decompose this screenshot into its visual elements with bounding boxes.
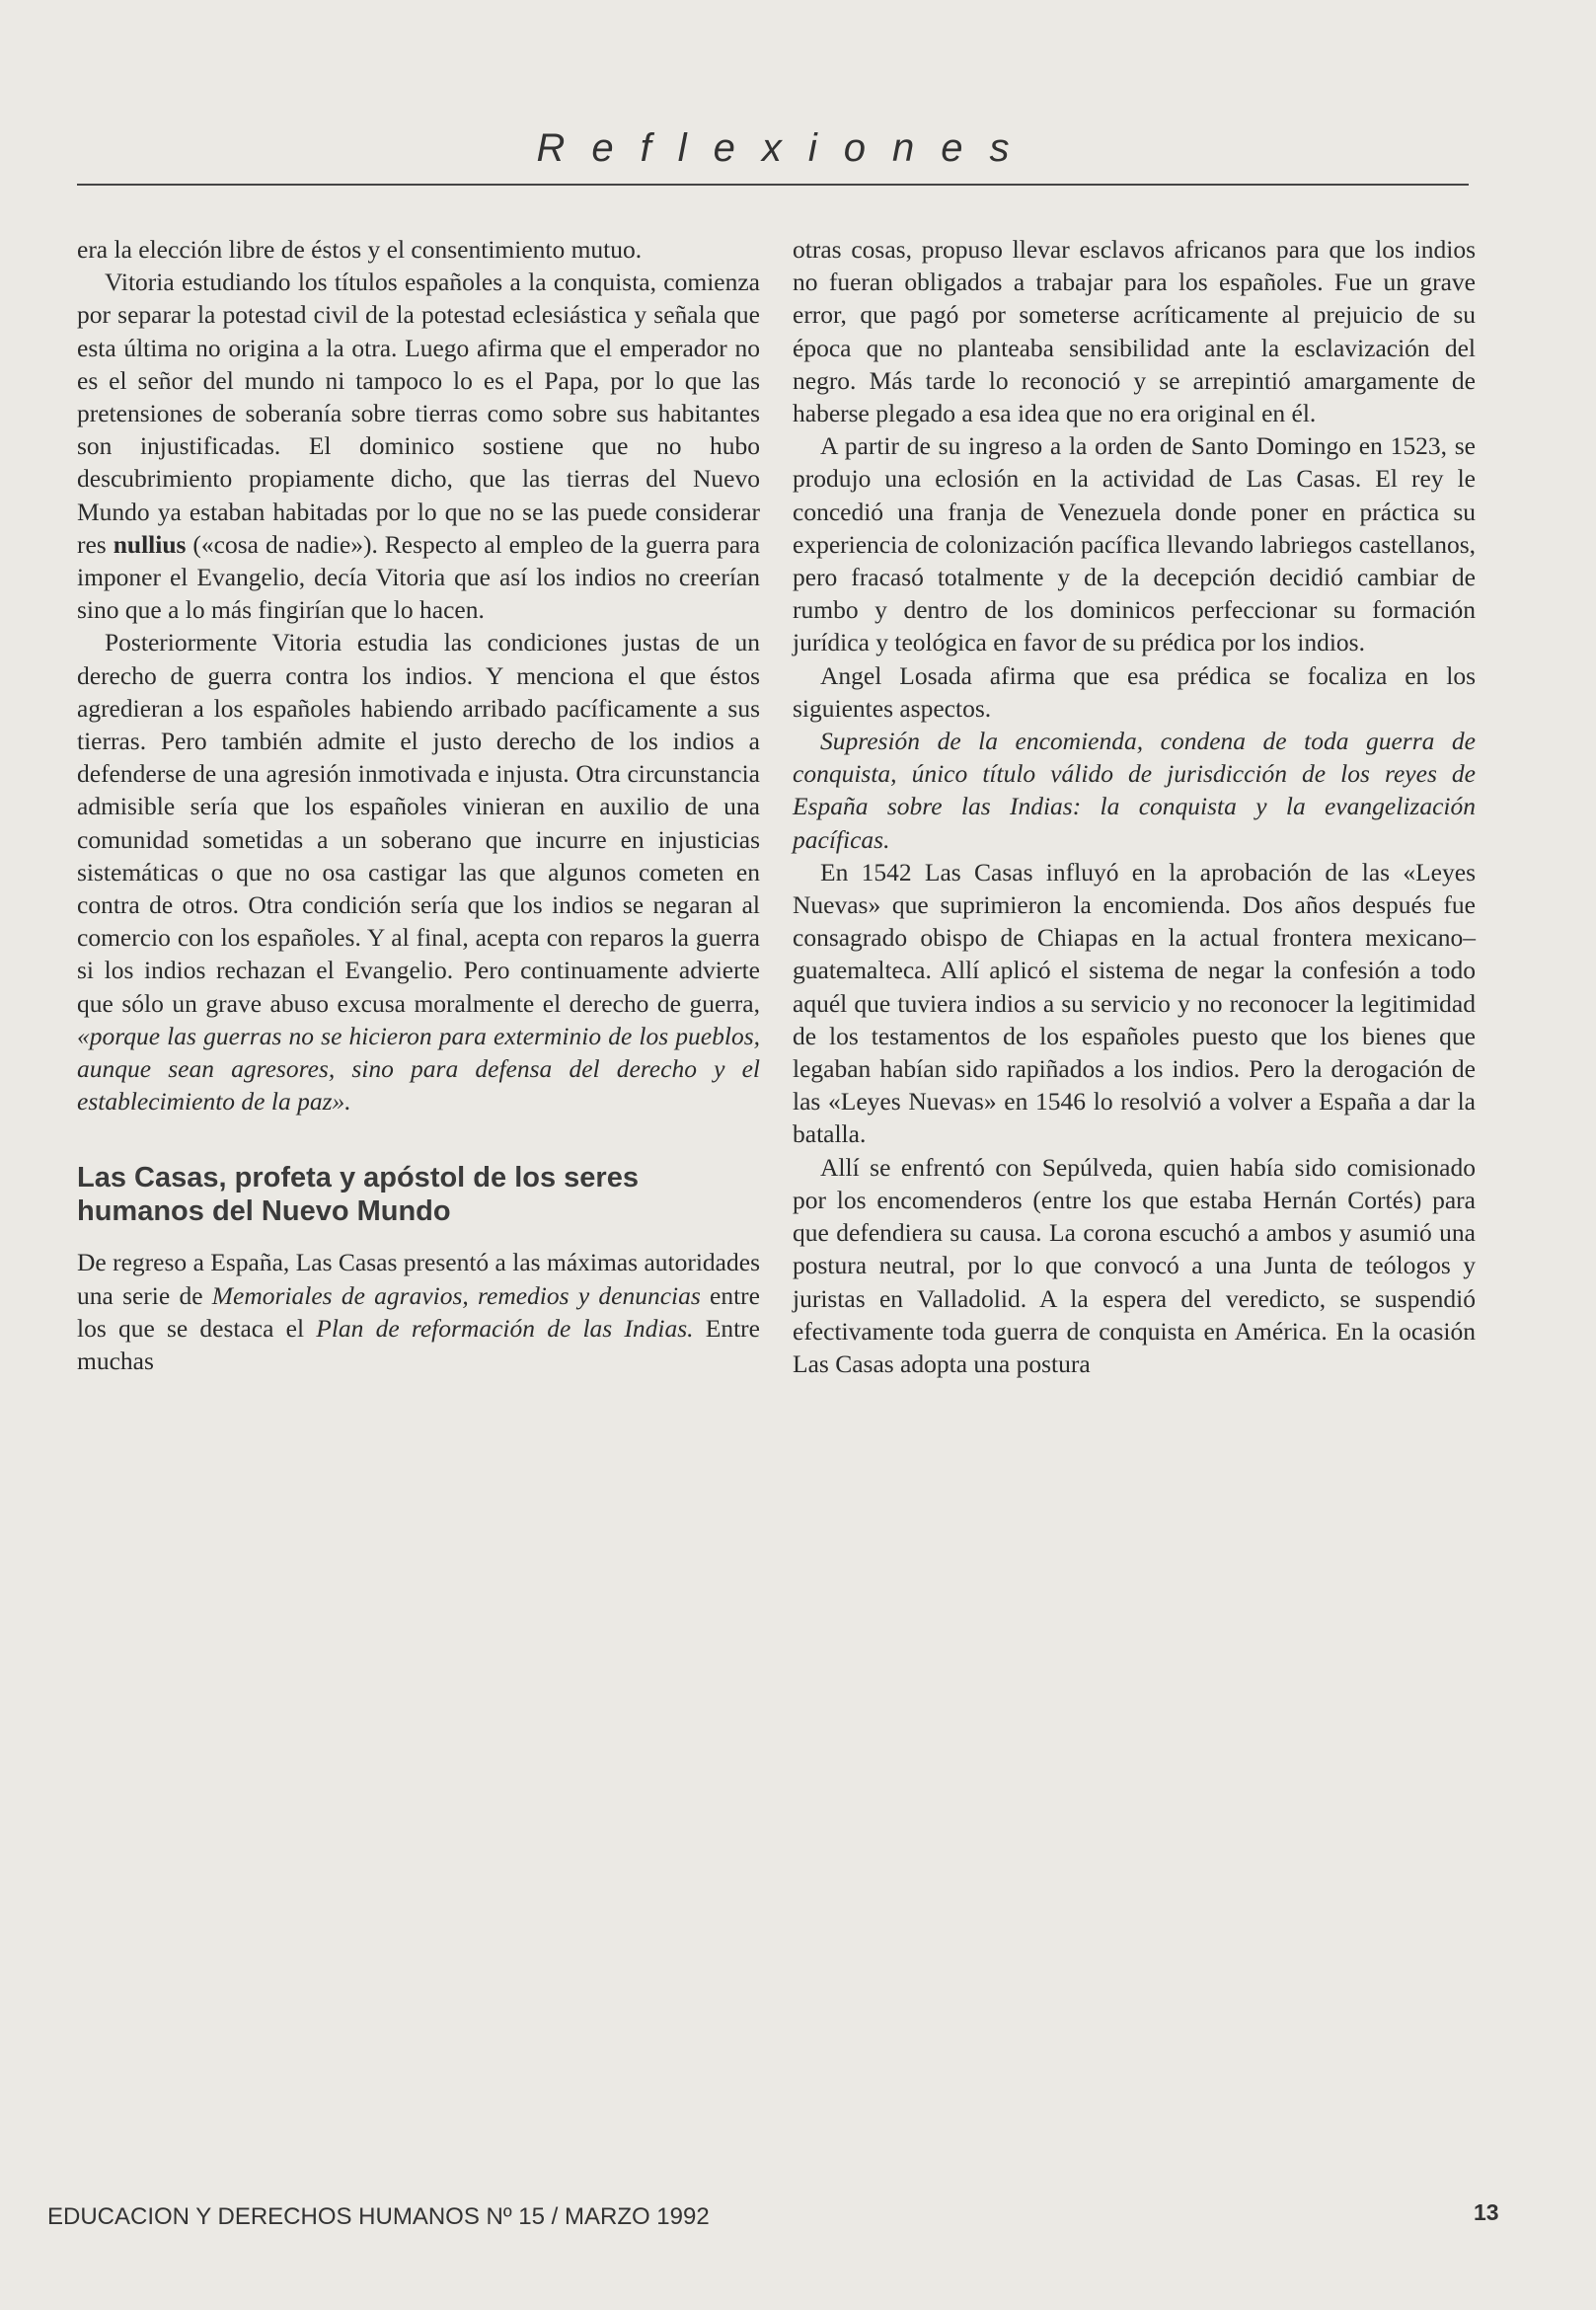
paragraph [77, 626, 760, 1117]
section-title: Reflexiones [536, 126, 1036, 170]
right-column [793, 233, 1476, 1380]
paragraph-text: Entre muchas [77, 1313, 760, 1376]
page-number: 13 [1474, 2199, 1499, 2225]
paragraph: En 1542 Las Casas influyó en la aprobación de las «Leyes Nuevas» que suprimieron la encomienda. Dos años después fue consagrado obispo de Chiapas en la actual frontera mexicano–guatemalteca. Allí aplicó el sistema de negar la confesión a todo aquél que tuviera indios a su servicio y no reconocer la legitimidad de los testamentos de los españoles puesto que los bienes que legaban habían sido rapiñados a los indios. Pero la derogación de las «Leyes Nuevas» en 1546 lo resolvió a volver a España a dar la batalla. [793, 857, 1476, 1149]
paragraph-text: («cosa de nadie»). Respecto al empleo de la guerra para imponer el Evangelio, decía Vitoria que así los indios no creerían sino que a lo más fingirían que lo hacen. [77, 529, 761, 625]
latin-term: nullius [113, 529, 187, 559]
quote: «porque las guerras no se hicieron para exterminio de los pueblos, aunque sean agresores, sino para defensa del derecho y el establecimiento de la paz». [77, 1021, 760, 1116]
paragraph: A partir de su ingreso a la orden de Santo Domingo en 1523, se produjo una eclosión en la actividad de Las Casas. El rey le concedió una franja de Venezuela donde poner en práctica su experiencia de colonización pacífica llevando labriegos castellanos, pero fracasó totalmente y de la decepción decidió cambiar de rumbo y dentro de los dominicos perfeccionar su formación jurídica y teológica en favor de su prédica por los indios. [793, 431, 1476, 657]
paragraph [77, 1246, 760, 1377]
paragraph-text: entre los que se destaca el [77, 1280, 760, 1343]
paragraph: Allí se enfrentó con Sepúlveda, quien había sido comisionado por los encomenderos (entre los que estaba Hernán Cortés) para que defendiera su causa. La corona escuchó a ambos y asumió una postura neutral, por lo que convocó a una Junta de teólogos y juristas en Valladolid. A la espera del veredicto, se suspendió efectivamente toda guerra de conquista en América. En la ocasión Las Casas adopta una postura [793, 1152, 1476, 1378]
paragraph-text: Vitoria estudiando los títulos españoles a la conquista, comienza por separar la potestad civil de la potestad eclesiástica y señala que esta última no origina a la otra. Luego afirma que el emperador no es el señor del mundo ni tampoco lo es el Papa, por lo que las pretensiones de soberanía sobre tierras como sobre sus habitantes son injustificadas. El dominico sostiene que no hubo descubrimiento propiamente dicho, que las tierras del Nuevo Mundo ya estaban habitadas por lo que no se las puede considerar res [77, 268, 760, 559]
paragraph: Angel Losada afirma que esa prédica se focaliza en los siguientes aspectos. [793, 660, 1476, 723]
paragraph: era la elección libre de éstos y el consentimiento mutuo. [77, 235, 643, 264]
italic-paragraph: Supresión de la encomienda, condena de toda guerra de conquista, único título válido de jurisdicción de los reyes de España sobre las Indias: la conquista y la evangelización pacíficas. [793, 727, 1476, 854]
section-heading: Las Casas, profeta y apóstol de los seres humanos del Nuevo Mundo [77, 1162, 639, 1228]
left-column [77, 233, 760, 1377]
header-rule [77, 184, 1469, 186]
section-header [77, 126, 1469, 186]
document-title: Memoriales de agravios, remedios y denuncias [211, 1280, 701, 1310]
footer-publication: EDUCACION Y DERECHOS HUMANOS Nº 15 / MARZO 1992 [47, 2203, 710, 2230]
paragraph-text: Posteriormente Vitoria estudia las condiciones justas de un derecho de guerra contra los indios. Y menciona el que éstos agredieran a los españoles habiendo arribado pacíficamente a sus tierras. Pero también admite el justo derecho de los indios a defenderse de una agresión inmotivada e injusta. Otra circunstancia admisible sería que los españoles vinieran en auxilio de una comunidad sometidas a un soberano que incurre en injusticias sistemáticas o que no osa castigar las que algunos cometen en contra de otros. Otra condición sería que los indios se negaran al comercio con los españoles. Y al final, acepta con reparos la guerra si los indios rechazan el Evangelio. Pero continuamente advierte que sólo un grave abuso excusa moralmente el derecho de guerra, [77, 628, 760, 1018]
paragraph-text: De regreso a España, Las Casas presentó a las máximas autoridades una serie de [77, 1248, 760, 1310]
paragraph: otras cosas, propuso llevar esclavos africanos para que los indios no fueran obligados a trabajar para los españoles. Fue un grave error, que pagó por someterse acríticamente al prejuicio de su época que no planteaba sensibilidad ante la esclavización del negro. Más tarde lo reconoció y se arrepintió amargamente de haberse plegado a esa idea que no era original en él. [793, 235, 1476, 428]
paragraph [77, 266, 760, 626]
document-title: Plan de reformación de las Indias. [316, 1313, 694, 1343]
